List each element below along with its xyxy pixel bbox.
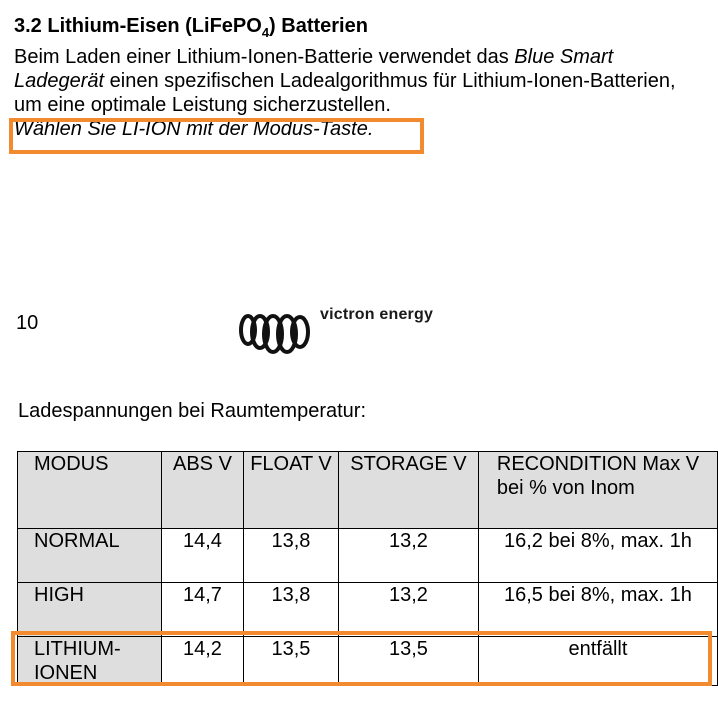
table-header-row (18, 452, 718, 529)
cell-recondition: 16,5 bei 8%, max. 1h (478, 583, 717, 637)
section-paragraph: Beim Laden einer Lithium-Ionen-Batterie verwendet das Blue Smart Ladegerät einen spezifischen Ladealgorithmus für Lithium-Ionen-Batterien, um eine optimale Leistung sicherzustellen. (14, 46, 676, 116)
cell-float: 13,8 (243, 583, 338, 637)
cell-storage: 13,2 (339, 583, 479, 637)
cell-recondition: entfällt (478, 637, 717, 686)
cell-float: 13,8 (243, 529, 338, 583)
victron-logo (238, 302, 458, 362)
cell-float: 13,5 (243, 637, 338, 686)
header-recondition: RECONDITION Max V bei % von Inom (478, 452, 717, 529)
cell-modus: HIGH (18, 583, 162, 637)
header-float: FLOAT V (243, 452, 338, 529)
header-abs: ABS V (162, 452, 244, 529)
cell-modus: LITHIUM-IONEN (18, 637, 162, 686)
table-row (18, 529, 718, 583)
logo-text: victron energy (320, 306, 434, 323)
instruction-text: Wählen Sie LI-ION mit der Modus-Taste. (14, 118, 374, 140)
coil-logo-icon (238, 302, 318, 362)
cell-storage: 13,5 (339, 637, 479, 686)
cell-abs: 14,4 (162, 529, 244, 583)
page-number: 10 (16, 312, 39, 334)
table-row (18, 583, 718, 637)
table-caption: Ladespannungen bei Raumtemperatur: (18, 400, 367, 422)
header-storage: STORAGE V (339, 452, 479, 529)
highlight-box-instruction (9, 118, 424, 154)
cell-recondition: 16,2 bei 8%, max. 1h (478, 529, 717, 583)
section-heading: 3.2 Lithium-Eisen (LiFePO$_4$) Batterien (14, 15, 368, 40)
cell-modus: NORMAL (18, 529, 162, 583)
cell-storage: 13,2 (339, 529, 479, 583)
header-modus: MODUS (18, 452, 162, 529)
highlight-box-lithium-row (11, 631, 712, 686)
cell-abs: 14,7 (162, 583, 244, 637)
cell-abs: 14,2 (162, 637, 244, 686)
